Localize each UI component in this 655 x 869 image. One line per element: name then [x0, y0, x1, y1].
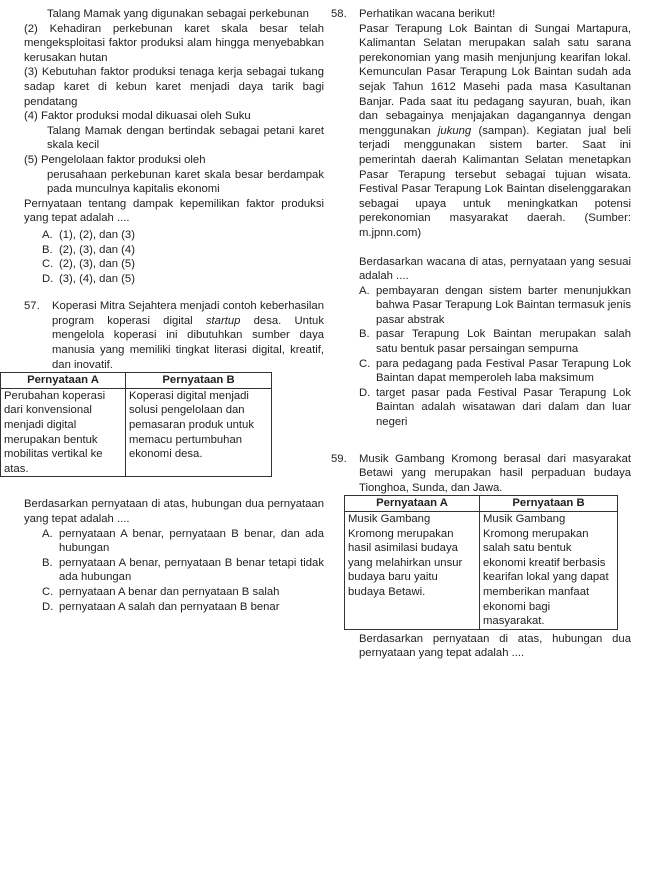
q58-title: Perhatikan wacana berikut!	[359, 8, 496, 20]
q59-prompt: Berdasarkan pernyataan di atas, hubungan dua pernyataan yang tepat adalah ....	[359, 632, 631, 660]
right-column	[331, 7, 631, 661]
option-letter: D.	[42, 272, 54, 285]
q58-passage-part1: Pasar Terapung Lok Baintan di Sungai Martapura, Kalimantan Selatan merupakan salah satu sarana perekonomian yang masih menjunjung kearifan lokal. Kemunculan Pasar Terapung Lok Baintan sudah ada sejak Tahun 1612 Masehi pada masa Kasultanan Banjar. Pada saat itu pedagang sayuran, buah, ikan dan sebagainya menjajakan dagangannya dengan menggunakan	[359, 22, 631, 137]
q57-text-italic: startup	[205, 314, 241, 327]
q57-text-part2: desa. Untuk mengelola koperasi ini dibutuhkan sumber daya manusia yang memiliki tingkat literasi digital, kreatif, dan inovatif.	[52, 314, 324, 371]
q59-stem	[331, 452, 631, 496]
option-text: target pasar pada Festival Pasar Terapung Lok Baintan adalah wisatawan dari dalam dan luar negeri	[376, 386, 631, 429]
option-letter: D.	[359, 386, 371, 399]
q57-stem	[24, 299, 324, 372]
q59-table	[344, 495, 618, 629]
option-text: pasar Terapung Lok Baintan merupakan salah satu bentuk pasar persaingan sempurna	[376, 328, 631, 356]
option-letter: B.	[42, 556, 53, 569]
q57-table	[0, 372, 272, 477]
q59-table-header-b: Pernyataan B	[480, 496, 618, 512]
option-letter: C.	[42, 258, 54, 271]
q56-item2: (2) Kehadiran perkebunan karet skala besar telah mengeksploitasi faktor produksi alam hingga menyebabkan kerusakan hutan	[24, 22, 324, 64]
q59-table-header-a: Pernyataan A	[345, 496, 480, 512]
q56-prompt: Pernyataan tentang dampak kepemilikan faktor produksi yang tepat adalah ....	[24, 197, 324, 225]
option-letter: A.	[42, 228, 53, 241]
option-text: pernyataan A benar, pernyataan B benar tetapi tidak ada hubungan	[59, 556, 324, 584]
option-letter: C.	[42, 585, 54, 598]
q56-item4-line1: (4) Faktor produksi modal dikuasai oleh Suku	[24, 110, 251, 123]
option-text: pernyataan A benar, pernyataan B benar, dan ada hubungan	[59, 527, 324, 555]
q56-option-a[interactable]	[42, 228, 324, 243]
q56-item3: (3) Kebutuhan faktor produksi tenaga kerja sebagai tukang sadap karet di kebun karet menjadi daya tarik bagi pendatang	[24, 66, 324, 108]
option-text: (1), (2), dan (3)	[59, 228, 135, 241]
q57-options	[24, 527, 324, 615]
q56-option-b[interactable]	[42, 243, 324, 258]
option-letter: B.	[359, 328, 370, 341]
q57-text	[52, 299, 324, 372]
q56-item1-continuation: Talang Mamak yang digunakan sebagai perkebunan	[47, 8, 309, 20]
option-text: (2), (3), dan (4)	[59, 243, 135, 256]
q56-item5-line1: (5) Pengelolaan faktor produksi oleh	[24, 153, 206, 166]
option-text: (2), (3), dan (5)	[59, 258, 135, 271]
q58-options	[331, 284, 631, 430]
q58-passage-part2: (sampan). Kegiatan jual beli terjadi menggunakan sistem barter. Saat ini pemerintah daerah Kalimantan Selatan menetapkan Pasar Terapung tersebut sebagai tujuan wisata. Festival Pasar Terapung Lok Baintan diselenggarakan sebagai upaya untuk meningkatkan potensi perekonomian masyarakat daerah. (Sumber: m.jpnn.com)	[359, 124, 631, 239]
q58-option-d[interactable]	[359, 386, 631, 430]
q57-option-a[interactable]	[42, 527, 324, 556]
option-text: para pedagang pada Festival Pasar Terapung Lok Baintan dapat memperoleh laba maksimum	[376, 357, 631, 385]
left-column	[4, 7, 324, 614]
q58-option-a[interactable]	[359, 284, 631, 328]
q57-prompt: Berdasarkan pernyataan di atas, hubungan dua pernyataan yang tepat adalah ....	[24, 498, 324, 525]
option-letter: D.	[42, 600, 54, 613]
q57-option-b[interactable]	[42, 556, 324, 585]
q58-number: 58.	[331, 8, 347, 20]
q58-passage	[331, 22, 631, 241]
option-text: pernyataan A benar dan pernyataan B salah	[59, 585, 280, 598]
q58-option-b[interactable]	[359, 327, 631, 356]
option-letter: B.	[42, 243, 53, 256]
q58-prompt: Berdasarkan wacana di atas, pernyataan yang sesuai adalah ....	[359, 255, 631, 283]
q59-table-cell-a: Musik Gambang Kromong merupakan hasil asimilasi budaya yang melahirkan unsur budaya baru yaitu budaya Betawi.	[345, 512, 480, 630]
option-letter: A.	[42, 527, 53, 540]
option-letter: C.	[359, 357, 371, 370]
option-text: pembayaran dengan sistem barter menunjukkan bahwa Pasar Terapung Lok Baintan termasuk jenis pasar abstrak	[376, 284, 631, 326]
q57-text-part1: Koperasi Mitra Sejahtera menjadi contoh keberhasilan program koperasi digital	[52, 300, 324, 327]
q57-table-cell-b: Koperasi digital menjadi solusi pengelolaan dan pemasaran produk untuk memacu pertumbuhan ekonomi desa.	[126, 388, 272, 477]
q56-option-c[interactable]	[42, 257, 324, 272]
option-text: pernyataan A salah dan pernyataan B benar	[59, 600, 280, 613]
q57-number: 57.	[24, 300, 40, 313]
q56-option-d[interactable]	[42, 272, 324, 287]
q56-options	[24, 228, 324, 286]
option-text: (3), (4), dan (5)	[59, 272, 135, 285]
q57-table-cell-a: Perubahan koperasi dari konvensional menjadi digital merupakan bentuk mobilitas vertikal ke atas.	[1, 388, 126, 477]
q56-item4-line2: Talang Mamak dengan bertindak sebagai petani karet skala kecil	[47, 124, 324, 152]
q58-option-c[interactable]	[359, 357, 631, 386]
option-letter: A.	[359, 284, 370, 297]
q59-table-cell-b: Musik Gambang Kromong merupakan salah satu bentuk ekonomi kreatif berbasis kearifan lokal yang dapat memberikan manfaat ekonomi bagi masyarakat.	[480, 512, 618, 630]
q59-text: Musik Gambang Kromong berasal dari masyarakat Betawi yang merupakan hasil perpaduan budaya Tionghoa, Sunda, dan Jawa.	[359, 452, 631, 494]
q56-item5-line2: perusahaan perkebunan karet skala besar berdampak pada munculnya kapitalis ekonomi	[47, 168, 324, 196]
q57-option-d[interactable]	[42, 600, 324, 615]
q58-header	[331, 7, 631, 22]
q57-table-header-b: Pernyataan B	[126, 373, 272, 389]
q57-table-header-a: Pernyataan A	[1, 373, 126, 389]
q58-passage-italic: jukung	[437, 124, 472, 137]
q59-number: 59.	[331, 452, 347, 465]
q57-option-c[interactable]	[42, 585, 324, 600]
